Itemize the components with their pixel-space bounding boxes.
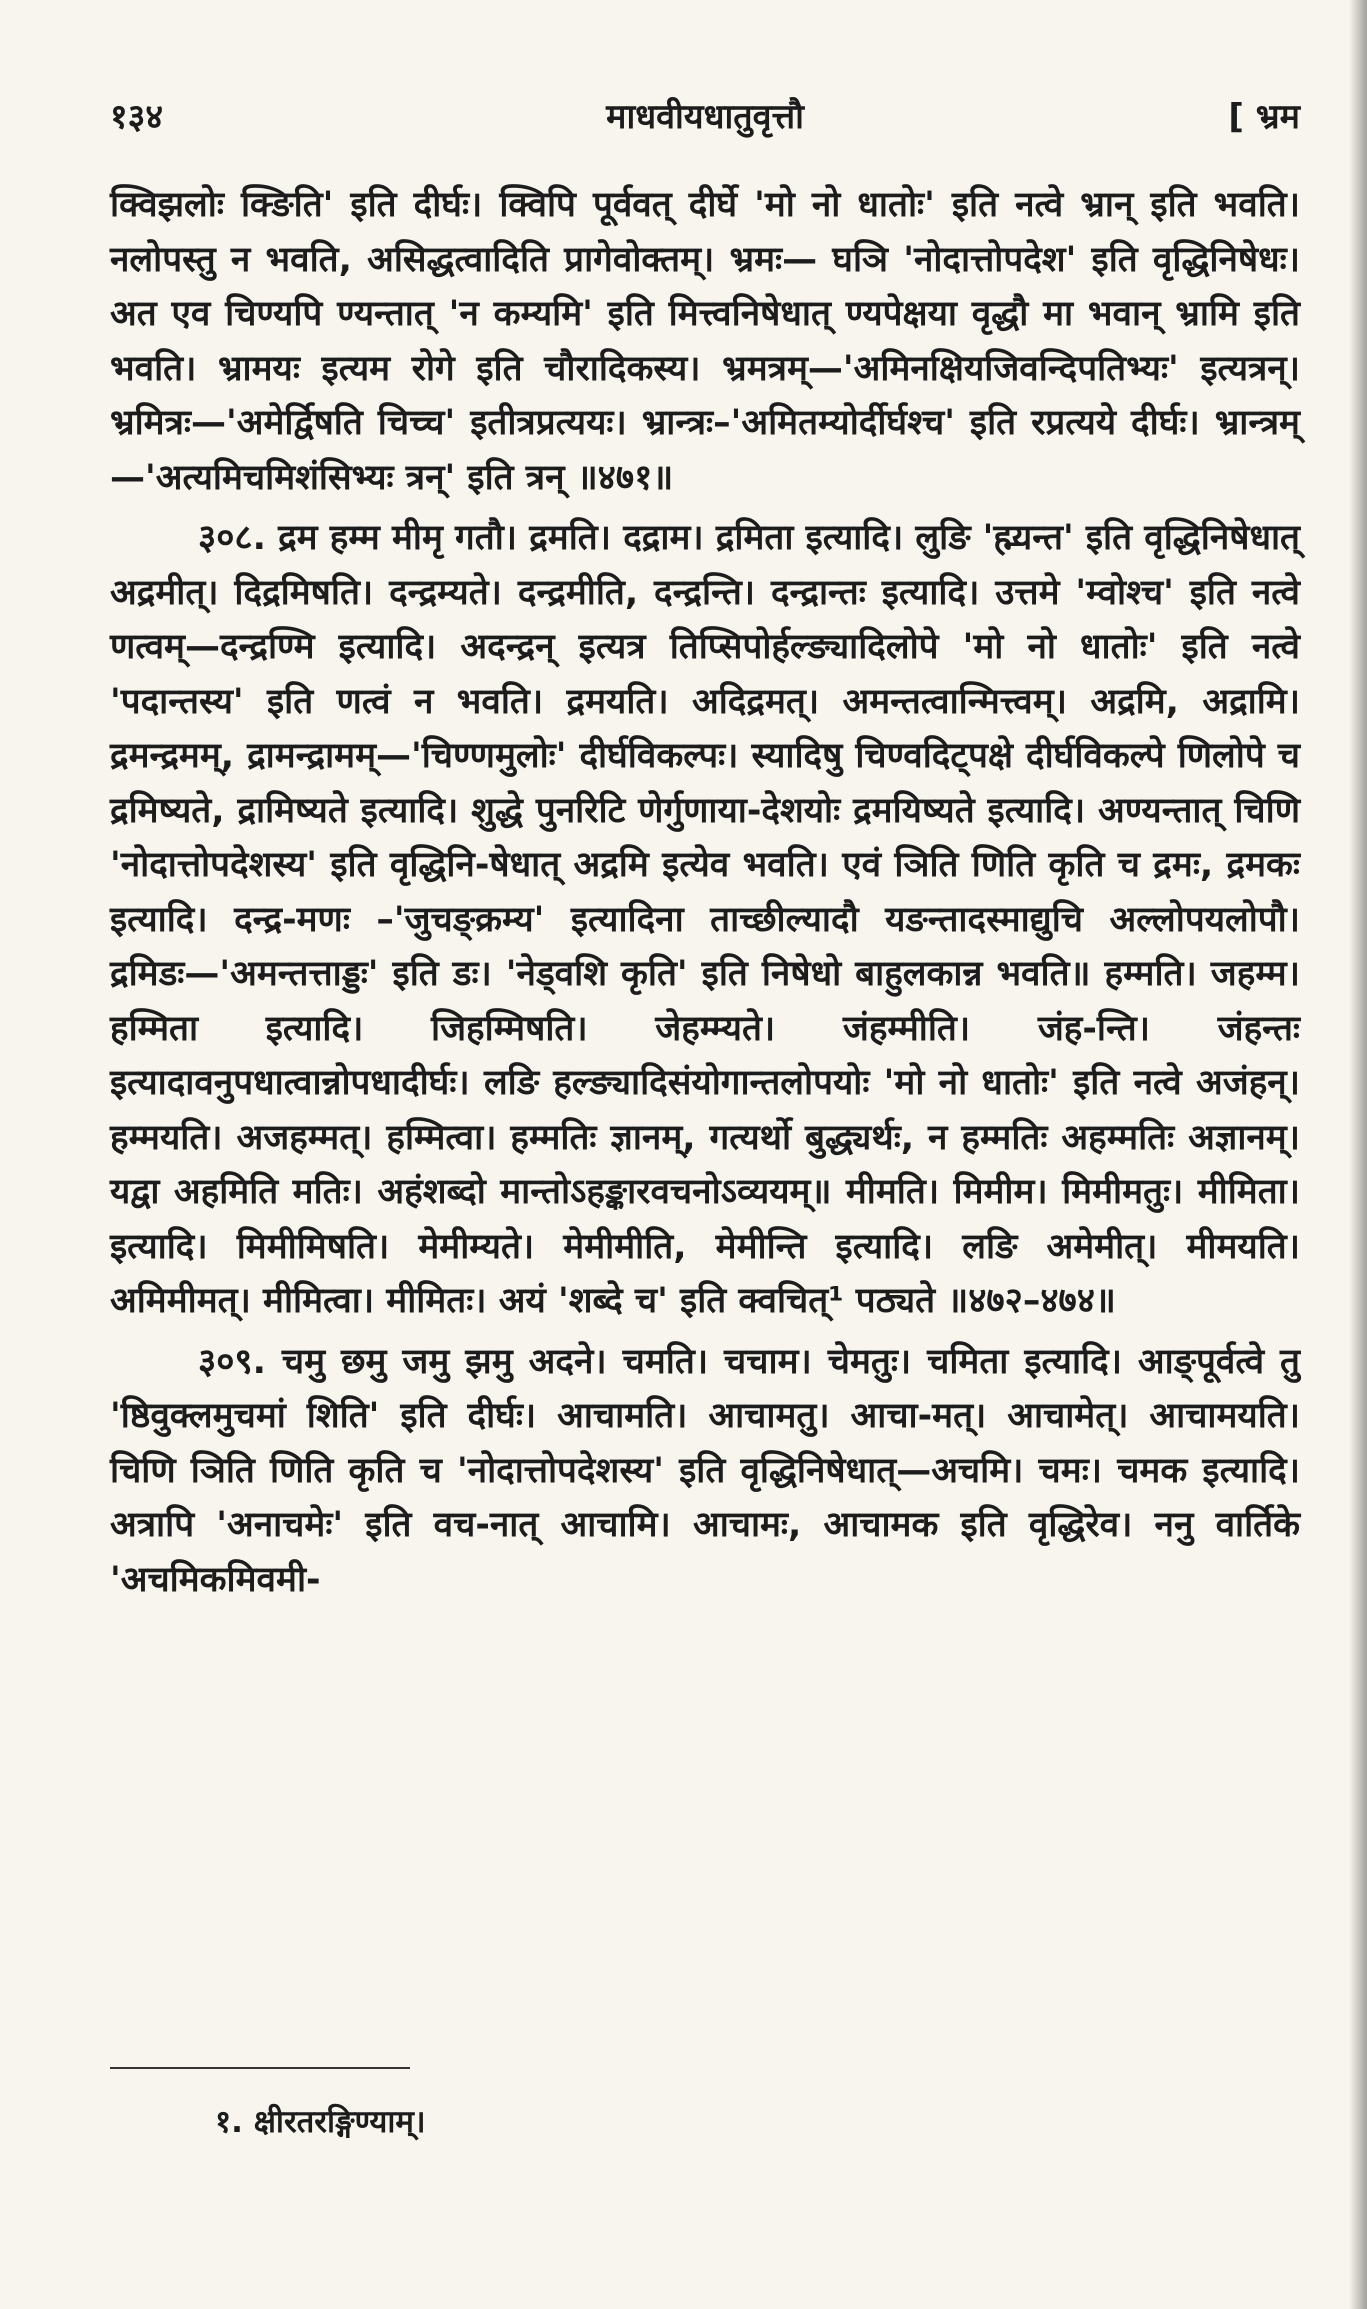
page-number: १३४: [110, 97, 164, 137]
running-title: माधवीयधातुवृत्तौ: [606, 97, 804, 137]
body-text: [110, 178, 1300, 1607]
paragraph-309: ३०९. चमु छमु जमु झमु अदने। चमति। चचाम। चेमतुः। चमिता इत्यादि। आङ्पूर्वत्वे तु 'ष्ठिवुक्लमुचमां शिति' इति दीर्घः। आचामति। आचामतु। आचा-मत्। आचामेत्। आचामयति। चिणि ञिति णिति कृति च 'नोदात्तोपदेशस्य' इति वृद्धिनिषेधात्—अचमि। चमः। चमक इत्यादि। अत्रापि 'अनाचमेः' इति वच-नात् आचामि। आचामः, आचामक इति वृद्धिरेव। ननु वार्तिके 'अचमिकमिवमी-: [110, 1341, 1300, 1600]
section-mark: [ भ्रम: [1228, 97, 1300, 137]
footnote-divider: [110, 2067, 410, 2069]
paragraph-continuation: क्विझलोः क्ङिति' इति दीर्घः। क्विपि पूर्ववत् दीर्घे 'मो नो धातोः' इति नत्वे भ्रान् इति भवति। नलोपस्तु न भवति, असिद्धत्वादिति प्रागेवोक्तम्। भ्रमः— घञि 'नोदात्तोपदेश' इति वृद्धिनिषेधः। अत एव चिण्यपि ण्यन्तात् 'न कम्यमि' इति मित्त्वनिषेधात् ण्यपेक्षया वृद्धौ मा भवान् भ्रामि इति भवति। भ्रामयः इत्यम रोगे इति चौरादिकस्य। भ्रमत्रम्—'अमिनक्षियजिवन्दिपतिभ्यः' इत्यत्रन्। भ्रमित्रः—'अमेर्द्विषति चिच्च' इतीत्रप्रत्ययः। भ्रान्त्रः–'अमितम्योर्दीर्घश्च' इति रप्रत्यये दीर्घः। भ्रान्त्रम्—'अत्यमिचमिशंसिभ्यः त्रन्' इति त्रन् ॥४७१॥: [110, 185, 1300, 498]
page-edge-shadow: [1349, 0, 1367, 2309]
footnote: १. क्षीरतरङ्गिण्याम्।: [215, 2104, 426, 2140]
page-header: [110, 92, 1300, 152]
paragraph-308: ३०८. द्रम हम्म मीमृ गतौ। द्रमति। दद्राम। द्रमिता इत्यादि। लुङि 'ह्म्यन्त' इति वृद्धिनिषेधात् अद्रमीत्। दिद्रमिषति। दन्द्रम्यते। दन्द्रमीति, दन्द्रन्ति। दन्द्रान्तः इत्यादि। उत्तमे 'म्वोश्च' इति नत्वे णत्वम्—दन्द्रण्मि इत्यादि। अदन्द्रन् इत्यत्र तिप्सिपोर्हल्ङ्यादिलोपे 'मो नो धातोः' इति नत्वे 'पदान्तस्य' इति णत्वं न भवति। द्रमयति। अदिद्रमत्। अमन्तत्वान्मित्त्वम्। अद्रमि, अद्रामि। द्रमन्द्रमम्, द्रामन्द्रामम्—'चिण्णमुलोः' दीर्घविकल्पः। स्यादिषु चिण्वदिट्पक्षे दीर्घविकल्पे णिलोपे च द्रमिष्यते, द्रामिष्यते इत्यादि। शुद्धे पुनरिटि णेर्गुणाया-देशयोः द्रमयिष्यते इत्यादि। अण्यन्तात् चिणि 'नोदात्तोपदेशस्य' इति वृद्धिनि-षेधात् अद्रमि इत्येव भवति। एवं ञिति णिति कृति च द्रमः, द्रमकः इत्यादि। दन्द्र-मणः –'जुचङ्क्रम्य' इत्यादिना ताच्छील्यादौ यङन्तादस्माद्युचि अल्लोपयलोपौ। द्रमिडः—'अमन्तत्ताड्डः' इति डः। 'नेड्वशि कृति' इति निषेधो बाहुलकान्न भवति॥ हम्मति। जहम्म। हम्मिता इत्यादि। जिहम्मिषति। जेहम्म्यते। जंहम्मीति। जंह-न्ति। जंहन्तः इत्यादावनुपधात्वान्नोपधादीर्घः। लङि हल्ङ्यादिसंयोगान्तलोपयोः 'मो नो धातोः' इति नत्वे अजंहन्। हम्मयति। अजहम्मत्। हम्मित्वा। हम्मतिः ज्ञानम्, गत्यर्थो बुद्ध्यर्थः, न हम्मतिः अहम्मतिः अज्ञानम्। यद्वा अहमिति मतिः। अहंशब्दो मान्तोऽहङ्कारवचनोऽव्ययम्॥ मीमति। मिमीम। मिमीमतुः। मीमिता। इत्यादि। मिमीमिषति। मेमीम्यते। मेमीमीति, मेमीन्ति इत्यादि। लङि अमेमीत्। मीमयति। अमिमीमत्। मीमित्वा। मीमितः। अयं 'शब्दे च' इति क्वचित्¹ पठ्यते ॥४७२–४७४॥: [110, 518, 1301, 1321]
